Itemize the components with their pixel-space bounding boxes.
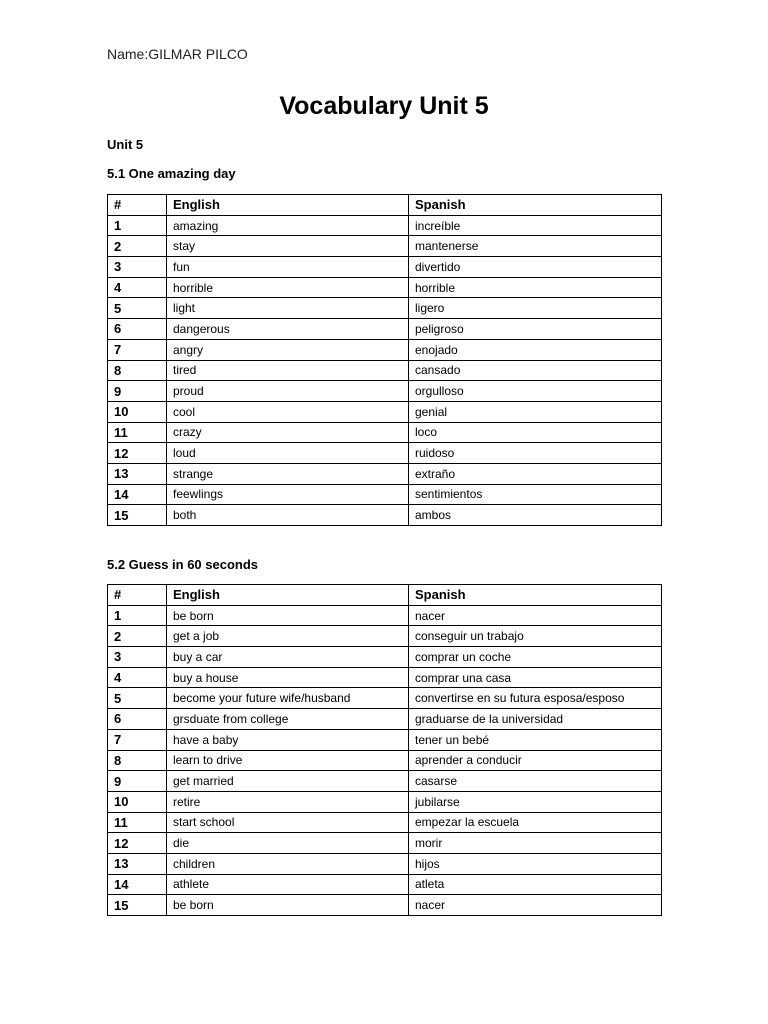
english-word: both <box>167 505 409 526</box>
row-number: 4 <box>108 277 167 298</box>
table-row <box>108 771 662 792</box>
column-header-spanish: Spanish <box>409 195 662 216</box>
table-row <box>108 339 662 360</box>
spanish-word: conseguir un trabajo <box>409 626 662 647</box>
row-number: 4 <box>108 667 167 688</box>
table-row <box>108 647 662 668</box>
row-number: 11 <box>108 422 167 443</box>
row-number: 15 <box>108 505 167 526</box>
spanish-word: convertirse en su futura esposa/esposo <box>409 688 662 709</box>
english-word: athlete <box>167 874 409 895</box>
student-name: Name:GILMAR PILCO <box>107 46 248 62</box>
row-number: 1 <box>108 215 167 236</box>
table-row <box>108 626 662 647</box>
vocab-table-5-1 <box>107 194 662 526</box>
spanish-word: ruidoso <box>409 443 662 464</box>
table-row <box>108 812 662 833</box>
column-header-english: English <box>167 585 409 606</box>
table-row <box>108 791 662 812</box>
row-number: 9 <box>108 381 167 402</box>
english-word: get a job <box>167 626 409 647</box>
section-heading-5-2: 5.2 Guess in 60 seconds <box>107 557 259 572</box>
row-number: 5 <box>108 298 167 319</box>
spanish-word: tener un bebé <box>409 729 662 750</box>
english-word: cool <box>167 401 409 422</box>
english-word: grsduate from college <box>167 709 409 730</box>
spanish-word: peligroso <box>409 319 662 340</box>
spanish-word: loco <box>409 422 662 443</box>
english-word: get married <box>167 771 409 792</box>
table-row <box>108 895 662 916</box>
section-heading-5-1: 5.1 One amazing day <box>107 166 236 181</box>
english-word: stay <box>167 236 409 257</box>
column-header-english: English <box>167 195 409 216</box>
table-row <box>108 688 662 709</box>
english-word: dangerous <box>167 319 409 340</box>
table-row <box>108 277 662 298</box>
english-word: loud <box>167 443 409 464</box>
row-number: 1 <box>108 605 167 626</box>
table-row <box>108 605 662 626</box>
table-row <box>108 853 662 874</box>
row-number: 14 <box>108 874 167 895</box>
spanish-word: cansado <box>409 360 662 381</box>
spanish-word: aprender a conducir <box>409 750 662 771</box>
row-number: 13 <box>108 463 167 484</box>
table-header-row <box>108 195 662 216</box>
english-word: be born <box>167 605 409 626</box>
spanish-word: ambos <box>409 505 662 526</box>
row-number: 9 <box>108 771 167 792</box>
table-row <box>108 874 662 895</box>
row-number: 8 <box>108 750 167 771</box>
row-number: 7 <box>108 729 167 750</box>
table-row <box>108 236 662 257</box>
table-row <box>108 360 662 381</box>
spanish-word: nacer <box>409 605 662 626</box>
english-word: feewlings <box>167 484 409 505</box>
spanish-word: comprar un coche <box>409 647 662 668</box>
table-row <box>108 257 662 278</box>
spanish-word: morir <box>409 833 662 854</box>
english-word: buy a car <box>167 647 409 668</box>
vocab-table-5-2 <box>107 584 662 916</box>
english-word: be born <box>167 895 409 916</box>
row-number: 12 <box>108 443 167 464</box>
english-word: crazy <box>167 422 409 443</box>
row-number: 10 <box>108 791 167 812</box>
table-header-row <box>108 585 662 606</box>
row-number: 7 <box>108 339 167 360</box>
spanish-word: hijos <box>409 853 662 874</box>
spanish-word: orgulloso <box>409 381 662 402</box>
row-number: 2 <box>108 626 167 647</box>
spanish-word: extraño <box>409 463 662 484</box>
spanish-word: mantenerse <box>409 236 662 257</box>
spanish-word: nacer <box>409 895 662 916</box>
english-word: fun <box>167 257 409 278</box>
english-word: buy a house <box>167 667 409 688</box>
spanish-word: horrible <box>409 277 662 298</box>
english-word: strange <box>167 463 409 484</box>
row-number: 12 <box>108 833 167 854</box>
english-word: proud <box>167 381 409 402</box>
page-title: Vocabulary Unit 5 <box>279 92 489 120</box>
row-number: 10 <box>108 401 167 422</box>
table-row <box>108 319 662 340</box>
english-word: children <box>167 853 409 874</box>
row-number: 8 <box>108 360 167 381</box>
table-row <box>108 422 662 443</box>
table-row <box>108 750 662 771</box>
row-number: 6 <box>108 319 167 340</box>
row-number: 2 <box>108 236 167 257</box>
english-word: retire <box>167 791 409 812</box>
english-word: have a baby <box>167 729 409 750</box>
table-row <box>108 401 662 422</box>
english-word: learn to drive <box>167 750 409 771</box>
row-number: 6 <box>108 709 167 730</box>
spanish-word: comprar una casa <box>409 667 662 688</box>
table-row <box>108 298 662 319</box>
row-number: 13 <box>108 853 167 874</box>
table-row <box>108 443 662 464</box>
english-word: horrible <box>167 277 409 298</box>
english-word: angry <box>167 339 409 360</box>
table-row <box>108 667 662 688</box>
row-number: 15 <box>108 895 167 916</box>
english-word: become your future wife/husband <box>167 688 409 709</box>
row-number: 5 <box>108 688 167 709</box>
row-number: 3 <box>108 647 167 668</box>
spanish-word: ligero <box>409 298 662 319</box>
spanish-word: atleta <box>409 874 662 895</box>
column-header-spanish: Spanish <box>409 585 662 606</box>
row-number: 14 <box>108 484 167 505</box>
table-row <box>108 215 662 236</box>
spanish-word: increíble <box>409 215 662 236</box>
english-word: light <box>167 298 409 319</box>
column-header-number: # <box>108 585 167 606</box>
spanish-word: divertido <box>409 257 662 278</box>
unit-label: Unit 5 <box>107 137 144 152</box>
table-row <box>108 381 662 402</box>
table-row <box>108 833 662 854</box>
spanish-word: graduarse de la universidad <box>409 709 662 730</box>
table-row <box>108 729 662 750</box>
english-word: die <box>167 833 409 854</box>
spanish-word: casarse <box>409 771 662 792</box>
table-row <box>108 463 662 484</box>
row-number: 11 <box>108 812 167 833</box>
column-header-number: # <box>108 195 167 216</box>
english-word: start school <box>167 812 409 833</box>
spanish-word: sentimientos <box>409 484 662 505</box>
table-row <box>108 505 662 526</box>
spanish-word: enojado <box>409 339 662 360</box>
english-word: amazing <box>167 215 409 236</box>
table-row <box>108 709 662 730</box>
english-word: tired <box>167 360 409 381</box>
spanish-word: jubilarse <box>409 791 662 812</box>
spanish-word: empezar la escuela <box>409 812 662 833</box>
row-number: 3 <box>108 257 167 278</box>
table-row <box>108 484 662 505</box>
spanish-word: genial <box>409 401 662 422</box>
